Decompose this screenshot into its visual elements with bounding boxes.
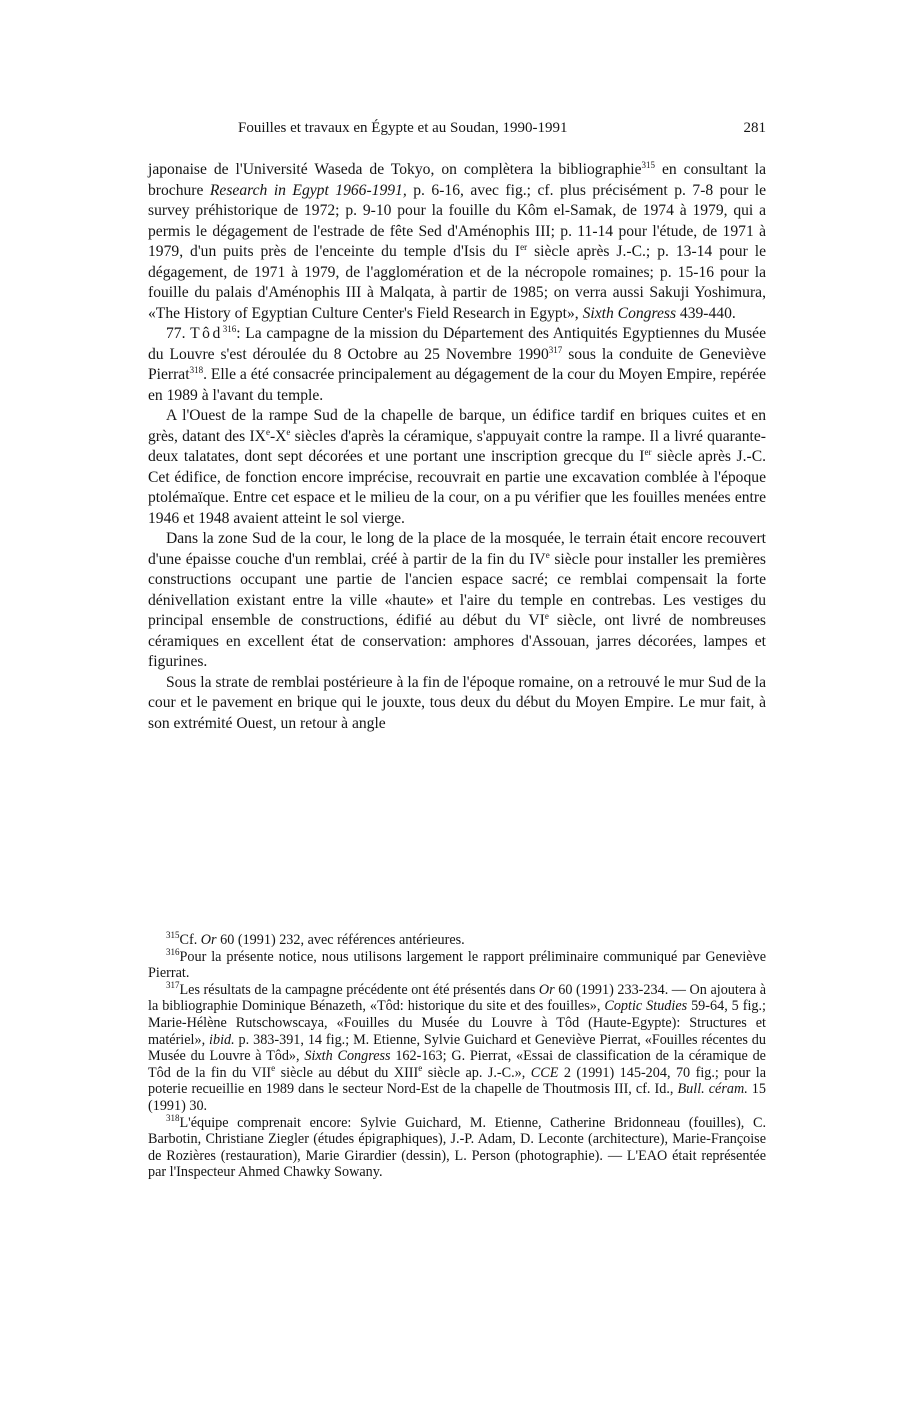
footnote-number: 316 [166, 946, 180, 957]
text-run: : La campagne de la mission du Département des Antiquités Egyptiennes du Musée du Louvre s'est déroulée du 8 Octobre au 25 Novembre 1990 [148, 325, 766, 363]
text-run: -X [269, 427, 287, 445]
paragraph-2 [148, 324, 766, 406]
footnote-number: 317 [166, 979, 180, 990]
text-run: en consultant la brochure [148, 161, 767, 199]
text-run: . Elle a été consacrée principalement au dégagement de la cour du Moyen Empire, repérée en 1989 à l'avant du temple. [148, 366, 766, 404]
italic-title: Sixth Congress [582, 304, 677, 322]
superscript: e [286, 426, 291, 437]
text-run: L'équipe comprenait encore: Sylvie Guichard, M. Etienne, Catherine Bridonneau (fouilles), C. Barbotin, Christiane Ziegler (études épigraphiques), J.-P. Adam, D. Leconte (architecture), Marie-Françoise de Rozières (restauration), Marie Girardier (dessin), L. Person (photographie). — L'EAO était représentée par l'Inspecteur Ahmed Chawky Sowany. [148, 1114, 766, 1181]
footnote-ref-317: 317 [548, 344, 563, 355]
italic-title: Sixth Congress [304, 1048, 391, 1065]
footnote-ref-315: 315 [641, 160, 656, 170]
footnote-316 [148, 946, 766, 982]
footnote-number: 318 [166, 1112, 180, 1123]
text-run: 60 (1991) 233-234. — On ajoutera à la bibliographie Dominique Bénazeth, «Tôd: historique du site et des fouilles», [148, 981, 766, 1015]
footnote-ref-316: 316 [222, 324, 237, 334]
superscript: e [544, 611, 549, 621]
footnote-318 [148, 1112, 766, 1181]
footnotes [148, 932, 766, 1181]
superscript: e [545, 549, 550, 560]
text-run: Cf. [179, 932, 201, 948]
text-run: 2 (1991) 145-204, 70 fig.; pour la poterie recueillie en 1989 dans le secteur Nord-Est de la chapelle de Thoutmosis III, cf. Id., [148, 1064, 767, 1098]
italic-title: ibid. [209, 1031, 235, 1048]
paragraph-5 [148, 673, 766, 735]
text-run: siècles d'après la céramique, s'appuyait contre la rampe. Il a livré quarante-deux talatates, dont sept décorées et une portant une inscription grecque du I [148, 427, 767, 465]
section-number: 77. [166, 325, 191, 342]
paragraph-1 [148, 160, 766, 324]
text-run: p. 383-391, 14 fig.; M. Etienne, Sylvie Guichard et Geneviève Pierrat, «Fouilles récentes du Musée du Louvre à Tôd», [148, 1031, 766, 1065]
text-run: 15 (1991) 30. [148, 1081, 766, 1114]
paragraph-4 [148, 529, 766, 673]
superscript: er [644, 447, 652, 457]
text-run: siècle après J.-C.; p. 13-14 pour le dégagement, de 1971 à 1979, de l'agglomération et de la nécropole romaines; p. 15-16 pour la fouille du palais d'Aménophis III à Malqata, à partir de 1985; on verra aussi Sakuji Yoshimura, «The History of Egyptian Culture Center's Field Research in Egypt», [148, 243, 766, 322]
page-number: 281 [743, 120, 766, 136]
text-run: Les résultats de la campagne précédente ont été présentés dans [179, 981, 539, 998]
text-run: p. 6-16, avec fig.; cf. plus précisément p. 7-8 pour le survey préhistorique de 1972; p. 9-10 pour la fouille du Kôm el-Samak, de 1974 à 1979, qui a permis le dégagement de l'estrade de fête Sed d'Aménophis III; p. 11-14 pour l'étude, de 1971 à 1979, d'un puits près de l'enceinte du temple d'Isis du I [148, 181, 766, 260]
running-title: Fouilles et travaux en Égypte et au Soudan, 1990-1991 [238, 120, 568, 136]
italic-title: Or [538, 981, 555, 998]
text-run: siècle pour installer les premières constructions occupant une partie de l'ancien espace sacré; ce remblai compensait la forte dénivellation existant entre la ville «haute» et l'aire du temple en contrebas. Les vestiges du principal ensemble de constructions, édifié au début du VI [148, 550, 766, 629]
text-run: siècle, ont livré de nombreuses céramiques en excellent état de conservation: amphores d'Assouan, jarres décorées, lampes et figurines. [148, 612, 766, 670]
footnote-317 [148, 979, 767, 1115]
text-run: 162-163; G. Pierrat, «Essai de classification de la céramique de Tôd de la fin du VII [148, 1048, 766, 1081]
superscript: e [265, 426, 270, 437]
text-run: Pour la présente notice, nous utilisons largement le rapport préliminaire communiqué par Geneviève Pierrat. [148, 948, 766, 982]
text-run: A l'Ouest de la rampe Sud de la chapelle de barque, un édifice tardif en briques cuites et en grès, datant des IX [148, 407, 766, 445]
site-name: Tôd [190, 325, 223, 342]
italic-title: Bull. céram. [677, 1081, 748, 1098]
text-run: sous la conduite de Geneviève Pierrat [148, 345, 766, 383]
footnote-315 [148, 932, 766, 949]
text-run: 59-64, 5 fig.; Marie-Hélène Rutschowscaya, «Fouilles du Musée du Louvre à Tôd (Haute-Egypte): Structures et matériel», [148, 998, 766, 1048]
footnote-ref-318: 318 [189, 365, 204, 375]
superscript: er [520, 242, 528, 252]
text-run: Sous la strate de remblai postérieure à la fin de l'époque romaine, on a retrouvé le mur Sud de la cour et le pavement en brique qui le jouxte, tous deux du début du Moyen Empire. Le mur fait, à son extrémité Ouest, un retour à angle [148, 673, 766, 732]
superscript: e [271, 1062, 276, 1073]
text-run: 60 (1991) 232, avec références antérieures. [216, 932, 465, 948]
text-run: siècle après J.-C. Cet édifice, de fonction encore imprécise, recouvrait en partie une excavation comblée à l'époque ptolémaïque. Entre cet espace et le milieu de la cour, on a pu vérifier que les fouilles menées entre 1946 et 1948 avaient atteint le sol vierge. [148, 448, 766, 527]
italic-title: Or [200, 932, 217, 948]
italic-title: CCE [530, 1064, 559, 1081]
paragraph-3 [148, 406, 766, 529]
text-run: siècle ap. J.-C.», [422, 1064, 531, 1081]
text-run: 439-440. [676, 304, 736, 322]
italic-title: Coptic Studies [604, 998, 688, 1015]
text-run: japonaise de l'Université Waseda de Tokyo, on complètera la bibliographie [148, 161, 642, 178]
text-run: Dans la zone Sud de la cour, le long de la place de la mosquée, le terrain était encore recouvert d'une épaisse couche d'un remblai, créé à partir de la fin du IV [148, 530, 766, 568]
text-run: siècle au début du XIII [275, 1064, 419, 1081]
main-text [148, 160, 766, 734]
footnote-number: 315 [166, 930, 180, 940]
italic-title: Research in Egypt 1966-1991, [209, 181, 407, 199]
superscript: e [418, 1062, 423, 1073]
